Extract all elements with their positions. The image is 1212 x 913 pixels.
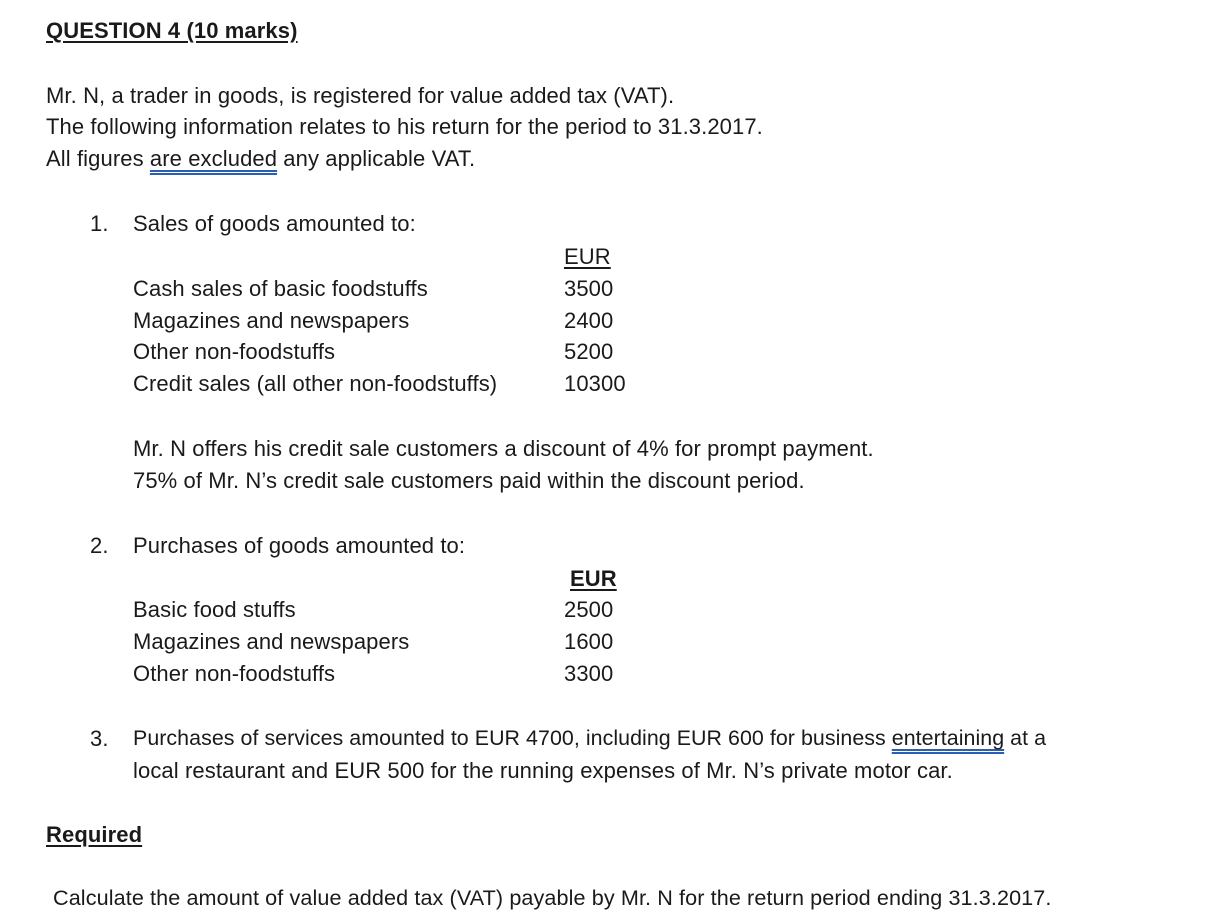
intro-line-3-post: any applicable VAT. (277, 146, 476, 171)
item-3-line-2: local restaurant and EUR 500 for the running expenses of Mr. N’s private motor car. (133, 758, 953, 783)
sales-row-label: Magazines and newspapers (133, 308, 410, 333)
item-2-heading: Purchases of goods amounted to: (133, 533, 466, 558)
item-3-number: 3. (90, 726, 109, 751)
item-1-note-1: Mr. N offers his credit sale customers a discount of 4% for prompt payment. (133, 436, 874, 461)
grammar-flagged-word[interactable]: entertaining (891, 726, 1005, 750)
sales-row-label: Cash sales of basic foodstuffs (133, 276, 428, 301)
purchases-row-label: Magazines and newspapers (133, 629, 410, 654)
grammar-flagged-phrase[interactable]: are excluded (149, 146, 278, 171)
item-2-currency-header: EUR (570, 566, 617, 591)
question-title: QUESTION 4 (10 marks) (46, 18, 298, 43)
sales-row-value: 10300 (564, 371, 626, 396)
intro-line-3-pre: All figures (46, 146, 150, 171)
intro-line-1: Mr. N, a trader in goods, is registered for value added tax (VAT). (46, 83, 675, 108)
required-text: Calculate the amount of value added tax (VAT) payable by Mr. N for the return period ending 31.3.2017. (53, 885, 1052, 910)
purchases-row-value: 2500 (564, 597, 614, 622)
item-1-note-2: 75% of Mr. N’s credit sale customers paid within the discount period. (133, 468, 805, 493)
purchases-row-label: Basic food stuffs (133, 597, 296, 622)
item-3-line-1-post: at a (1004, 726, 1047, 750)
item-2-number: 2. (90, 533, 109, 558)
sales-row-value: 3500 (564, 276, 614, 301)
sales-row-label: Credit sales (all other non-foodstuffs) (133, 371, 498, 396)
required-heading: Required (46, 822, 143, 847)
intro-line-3 (46, 148, 475, 170)
sales-row-label: Other non-foodstuffs (133, 339, 336, 364)
item-1-heading: Sales of goods amounted to: (133, 211, 416, 236)
purchases-row-label: Other non-foodstuffs (133, 661, 336, 686)
purchases-row-value: 3300 (564, 661, 614, 686)
item-1-number: 1. (90, 211, 109, 236)
sales-row-value: 2400 (564, 308, 614, 333)
item-3-line-1-pre: Purchases of services amounted to EUR 4700, including EUR 600 for business (133, 726, 892, 750)
intro-line-2: The following information relates to his return for the period to 31.3.2017. (46, 114, 763, 139)
purchases-row-value: 1600 (564, 629, 614, 654)
sales-row-value: 5200 (564, 339, 614, 364)
item-3-line-1 (133, 728, 1173, 749)
item-1-currency-header: EUR (564, 244, 611, 269)
